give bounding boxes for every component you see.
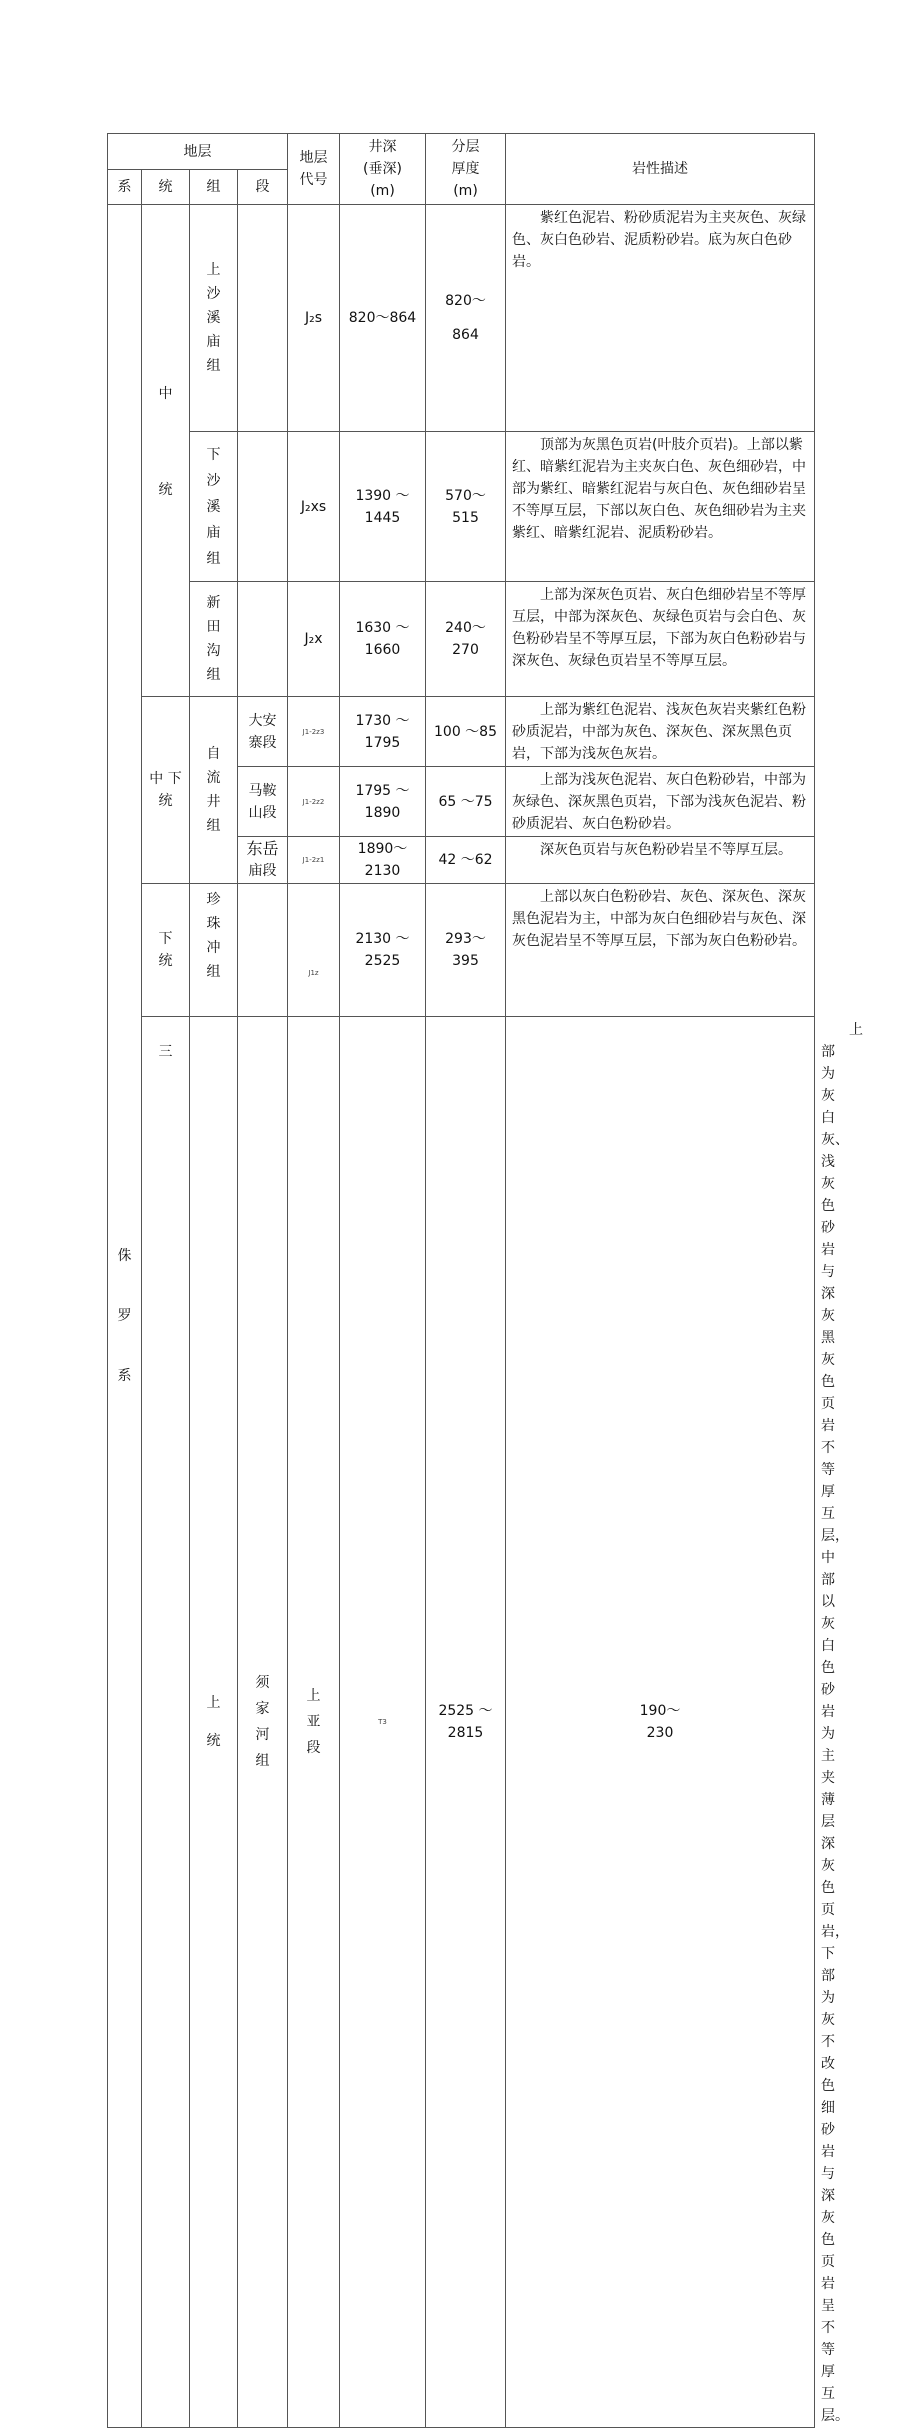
stratigraphy-table (107, 133, 863, 2428)
formation-upper-shaximiao: 上 沙 溪 庙 组 (190, 205, 238, 432)
series-mid-lower: 中 下 统 (142, 697, 190, 884)
formation-xujiahe: 须 家 河 组 (238, 1017, 288, 2428)
thickness-cell: 820～ 864 (426, 205, 506, 432)
description-cell: 上部为紫红色泥岩、浅灰色灰岩夹紫红色粉砂质泥岩，中部为灰色、深灰色、深灰黑色页岩，下部为浅灰色灰岩。 (506, 697, 815, 767)
depth-cell: 1390 ～ 1445 (340, 432, 426, 582)
header-formation: 组 (190, 170, 238, 205)
member-empty (238, 884, 288, 1017)
description-cell: 上部为深灰色页岩、灰白色细砂岩呈不等厚互层，中部为深灰色、灰绿色页岩与会白色、灰色粉砂岩呈不等厚互层，下部为灰白色粉砂岩与深灰色、灰绿色页岩呈不等厚互层。 (506, 582, 815, 697)
series-middle: 中 统 (142, 205, 190, 697)
thickness-cell: 100 ～85 (426, 697, 506, 767)
code-cell: T3 (340, 1017, 426, 2428)
depth-cell: 820～864 (340, 205, 426, 432)
depth-cell: 1630 ～ 1660 (340, 582, 426, 697)
header-depth: 井深 (垂深) (m) (340, 134, 426, 205)
thickness-cell: 240～ 270 (426, 582, 506, 697)
series-upper: 上 统 (190, 1017, 238, 2428)
thickness-cell: 570～ 515 (426, 432, 506, 582)
table-row: 三 上 统 须 家 河 组 上 亚 段 T3 2525 ～ 2815 190～ 230 上部为灰白灰、浅灰色砂岩与深灰黑灰色页岩不等厚互层，中部以灰白色砂岩为主夹薄层深灰色页岩，下部为灰不改色细砂岩与深灰色页岩呈不等厚互层。 (108, 1017, 815, 2428)
depth-cell: 1795 ～ 1890 (340, 767, 426, 837)
member-daanzhai: 大安 寨段 (238, 697, 288, 767)
header-system: 系 (108, 170, 142, 205)
code-cell: J1-2z2 (288, 767, 340, 837)
formation-xintiangou: 新 田 沟 组 (190, 582, 238, 697)
depth-cell: 2130 ～ 2525 (340, 884, 426, 1017)
description-cell: 紫红色泥岩、粉砂质泥岩为主夹灰色、灰绿色、灰白色砂岩、泥质粉砂岩。底为灰白色砂岩。 (506, 205, 815, 432)
table-row (108, 582, 815, 697)
member-empty (238, 205, 288, 432)
member-maanshan: 马鞍 山段 (238, 767, 288, 837)
thickness-cell: 42 ～62 (426, 837, 506, 884)
formation-lower-shaximiao: 下 沙 溪 庙 组 (190, 432, 238, 582)
member-upper-sub: 上 亚 段 (288, 1017, 340, 2428)
description-cell: 顶部为灰黑色页岩(叶肢介页岩)。上部以紫红、暗紫红泥岩为主夹灰白色、灰色细砂岩，中部为紫红、暗紫红泥岩与灰白色、灰色细砂岩呈不等厚互层，下部以灰白色、灰色细砂岩为主夹紫红、暗紫红泥岩、泥质粉砂岩。 (506, 432, 815, 582)
depth-cell: 1730 ～ 1795 (340, 697, 426, 767)
code-cell: J1-2z1 (288, 837, 340, 884)
depth-cell: 1890～ 2130 (340, 837, 426, 884)
thickness-cell: 293～ 395 (426, 884, 506, 1017)
system-jurassic: 侏 罗 系 (108, 205, 142, 2428)
header-code: 地层 代号 (288, 134, 340, 205)
thickness-cell: 190～ 230 (506, 1017, 815, 2428)
header-thickness: 分层 厚度 (m) (426, 134, 506, 205)
formation-ziliujing: 自 流 井 组 (190, 697, 238, 884)
formation-zhenzhuchong: 珍 珠 冲 组 (190, 884, 238, 1017)
description-cell: 深灰色页岩与灰色粉砂岩呈不等厚互层。 (506, 837, 815, 884)
series-lower: 下 统 (142, 884, 190, 1017)
code-cell: J₂x (288, 582, 340, 697)
header-member: 段 (238, 170, 288, 205)
depth-cell: 2525 ～ 2815 (426, 1017, 506, 2428)
thickness-cell: 65 ～75 (426, 767, 506, 837)
description-cell: 上部为浅灰色泥岩、灰白色粉砂岩，中部为灰绿色、深灰黑色页岩，下部为浅灰色泥岩、粉砂质泥岩、灰白色粉砂岩。 (506, 767, 815, 837)
code-cell: J₂s (288, 205, 340, 432)
table-row (108, 697, 815, 767)
table-row (108, 432, 815, 582)
table-row (108, 884, 815, 1017)
header-description: 岩性描述 (506, 134, 815, 205)
code-cell: J1-2z3 (288, 697, 340, 767)
header-series: 统 (142, 170, 190, 205)
code-cell: J1z (288, 884, 340, 1017)
member-empty (238, 582, 288, 697)
description-cell: 上部以灰白色粉砂岩、灰色、深灰色、深灰黑色泥岩为主，中部为灰白色细砂岩与灰色、深灰色泥岩呈不等厚互层，下部为灰白色粉砂岩。 (506, 884, 815, 1017)
member-empty (238, 432, 288, 582)
member-dongyuemiao: 东岳 庙段 (238, 837, 288, 884)
system-triassic: 三 (142, 1017, 190, 2428)
code-cell: J₂xs (288, 432, 340, 582)
table-row (108, 205, 815, 432)
header-stratum: 地层 (108, 134, 288, 170)
